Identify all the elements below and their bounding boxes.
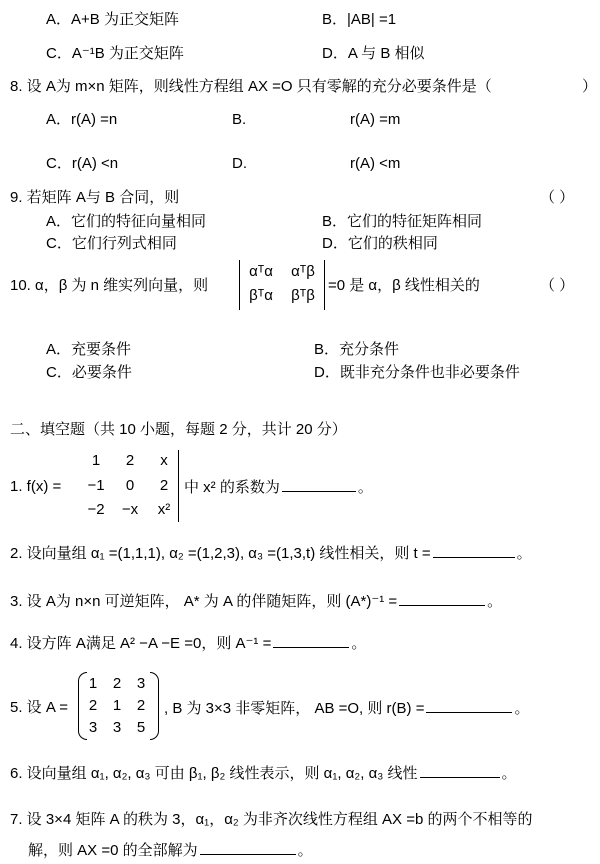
q9-stem: 9. 若矩阵 A与 B 合同，则	[10, 189, 180, 206]
q10-m12: αᵀβ	[291, 263, 315, 280]
q9-paren: （ ）	[540, 189, 575, 206]
q8-option-b-label: B.	[232, 111, 247, 128]
q7-option-c: C．A⁻¹B 为正交矩阵	[46, 45, 184, 62]
q7-option-d: D．A 与 B 相似	[322, 45, 425, 62]
q8-option-c: C．r(A) <n	[46, 155, 119, 172]
f5-r2c3: 2	[136, 697, 146, 714]
f6-text: 6. 设向量组 α₁, α₂, α₃ 可由 β₁, β₂ 线性表示，则 α₁, α₂, α₃ 线性	[10, 765, 418, 782]
f7-text: 解，则 AX =0 的全部解为	[28, 842, 198, 859]
q8-option-a: A．r(A) =n	[46, 111, 118, 128]
f7-end: 。	[297, 842, 313, 859]
f1-r2c3: 2	[159, 477, 169, 494]
q10-option-b: B．充分条件	[314, 341, 400, 358]
f1-suffix: 中 x² 的系数为	[184, 479, 280, 496]
q10-stem: 10. α，β 为 n 维实列向量，则	[10, 277, 209, 294]
f5-r2c1: 2	[88, 697, 98, 714]
f6-answer-blank[interactable]	[420, 763, 500, 778]
q10-determinant	[239, 260, 325, 310]
f5-suffix: , B 为 3×3 非零矩阵， AB =O, 则 r(B) =	[164, 700, 425, 717]
q8-paren-close: ）	[582, 78, 598, 95]
f5-r3c3: 5	[136, 719, 146, 736]
q10-option-c: C．必要条件	[46, 364, 132, 381]
q7-option-a: A．A+B 为正交矩阵	[46, 11, 179, 28]
f1-r3c3: x²	[157, 501, 171, 518]
f6-end: 。	[501, 765, 517, 782]
section2-title: 二、填空题（共 10 小题，每题 2 分，共计 20 分）	[10, 421, 347, 438]
f7-line1: 7. 设 3×4 矩阵 A 的秩为 3，α₁，α₂ 为非齐次线性方程组 AX =b 的两个不相等的	[10, 811, 533, 828]
q9-option-d: D．它们的秩相同	[322, 235, 438, 252]
f5-r3c2: 3	[112, 719, 122, 736]
f1-prefix: 1. f(x) =	[10, 478, 62, 495]
f1-r1c3: x	[160, 452, 168, 469]
f5-matrix	[78, 670, 160, 742]
f5-answer-blank[interactable]	[426, 698, 512, 713]
f4-text: 4. 设方阵 A满足 A² −A −E =0，则 A⁻¹ =	[10, 635, 272, 652]
f1-end: 。	[357, 479, 373, 496]
q8-option-d-value: r(A) <m	[350, 155, 401, 172]
f5-r3c1: 3	[88, 719, 98, 736]
q10-option-a: A．充要条件	[46, 341, 132, 358]
f1-r2c1: −1	[87, 477, 105, 494]
f5-r1c2: 2	[112, 675, 122, 692]
q10-m22: βᵀβ	[291, 287, 315, 304]
q8-option-b-value: r(A) =m	[350, 111, 401, 128]
f1-r3c2: −x	[121, 501, 139, 518]
q7-option-b: B．|AB| =1	[322, 11, 397, 28]
f1-r1c2: 2	[125, 452, 135, 469]
f4-line	[10, 633, 366, 654]
f3-answer-blank[interactable]	[399, 591, 485, 606]
f2-text: 2. 设向量组 α₁ =(1,1,1), α₂ =(1,2,3), α₃ =(1,3,t) 线性相关，则 t =	[10, 545, 431, 562]
f4-answer-blank[interactable]	[273, 633, 349, 648]
q8-stem: 8. 设 A为 m×n 矩阵，则线性方程组 AX =O 只有零解的充分必要条件是（	[10, 78, 492, 95]
q10-m21: βᵀα	[249, 287, 273, 304]
f3-end: 。	[487, 593, 503, 610]
q9-option-c: C．它们行列式相同	[46, 235, 177, 252]
q8-option-d-label: D.	[232, 155, 247, 172]
q10-m11: αᵀα	[249, 263, 273, 280]
f6-line	[10, 763, 517, 784]
q10-tail: =0 是 α，β 线性相关的	[328, 277, 480, 294]
f2-end: 。	[516, 545, 532, 562]
f5-r2c2: 1	[112, 697, 122, 714]
f1-r3c1: −2	[87, 501, 105, 518]
f2-line	[10, 543, 532, 564]
q10-paren: （ ）	[540, 277, 575, 294]
q10-option-d: D．既非充分条件也非必要条件	[314, 364, 520, 381]
f2-answer-blank[interactable]	[433, 543, 515, 558]
f7-answer-blank[interactable]	[200, 840, 296, 855]
f3-line	[10, 591, 502, 612]
f5-end: 。	[514, 700, 530, 717]
f5-suffix-line	[164, 698, 530, 719]
q9-option-b: B．它们的特征矩阵相同	[322, 213, 483, 230]
f5-r1c3: 3	[136, 675, 146, 692]
f1-determinant	[78, 450, 179, 522]
f7-line2	[28, 840, 313, 861]
f5-right-paren	[150, 672, 159, 740]
f1-r1c1: 1	[91, 452, 101, 469]
f1-answer-blank[interactable]	[282, 477, 356, 492]
f5-r1c1: 1	[88, 675, 98, 692]
f1-r2c2: 0	[125, 477, 135, 494]
f3-text: 3. 设 A为 n×n 可逆矩阵， A* 为 A 的伴随矩阵，则 (A*)⁻¹ =	[10, 593, 398, 610]
f4-end: 。	[351, 635, 367, 652]
f1-suffix-line	[184, 477, 373, 498]
q9-option-a: A．它们的特征向量相同	[46, 213, 207, 230]
f5-prefix: 5. 设 A =	[10, 699, 68, 716]
